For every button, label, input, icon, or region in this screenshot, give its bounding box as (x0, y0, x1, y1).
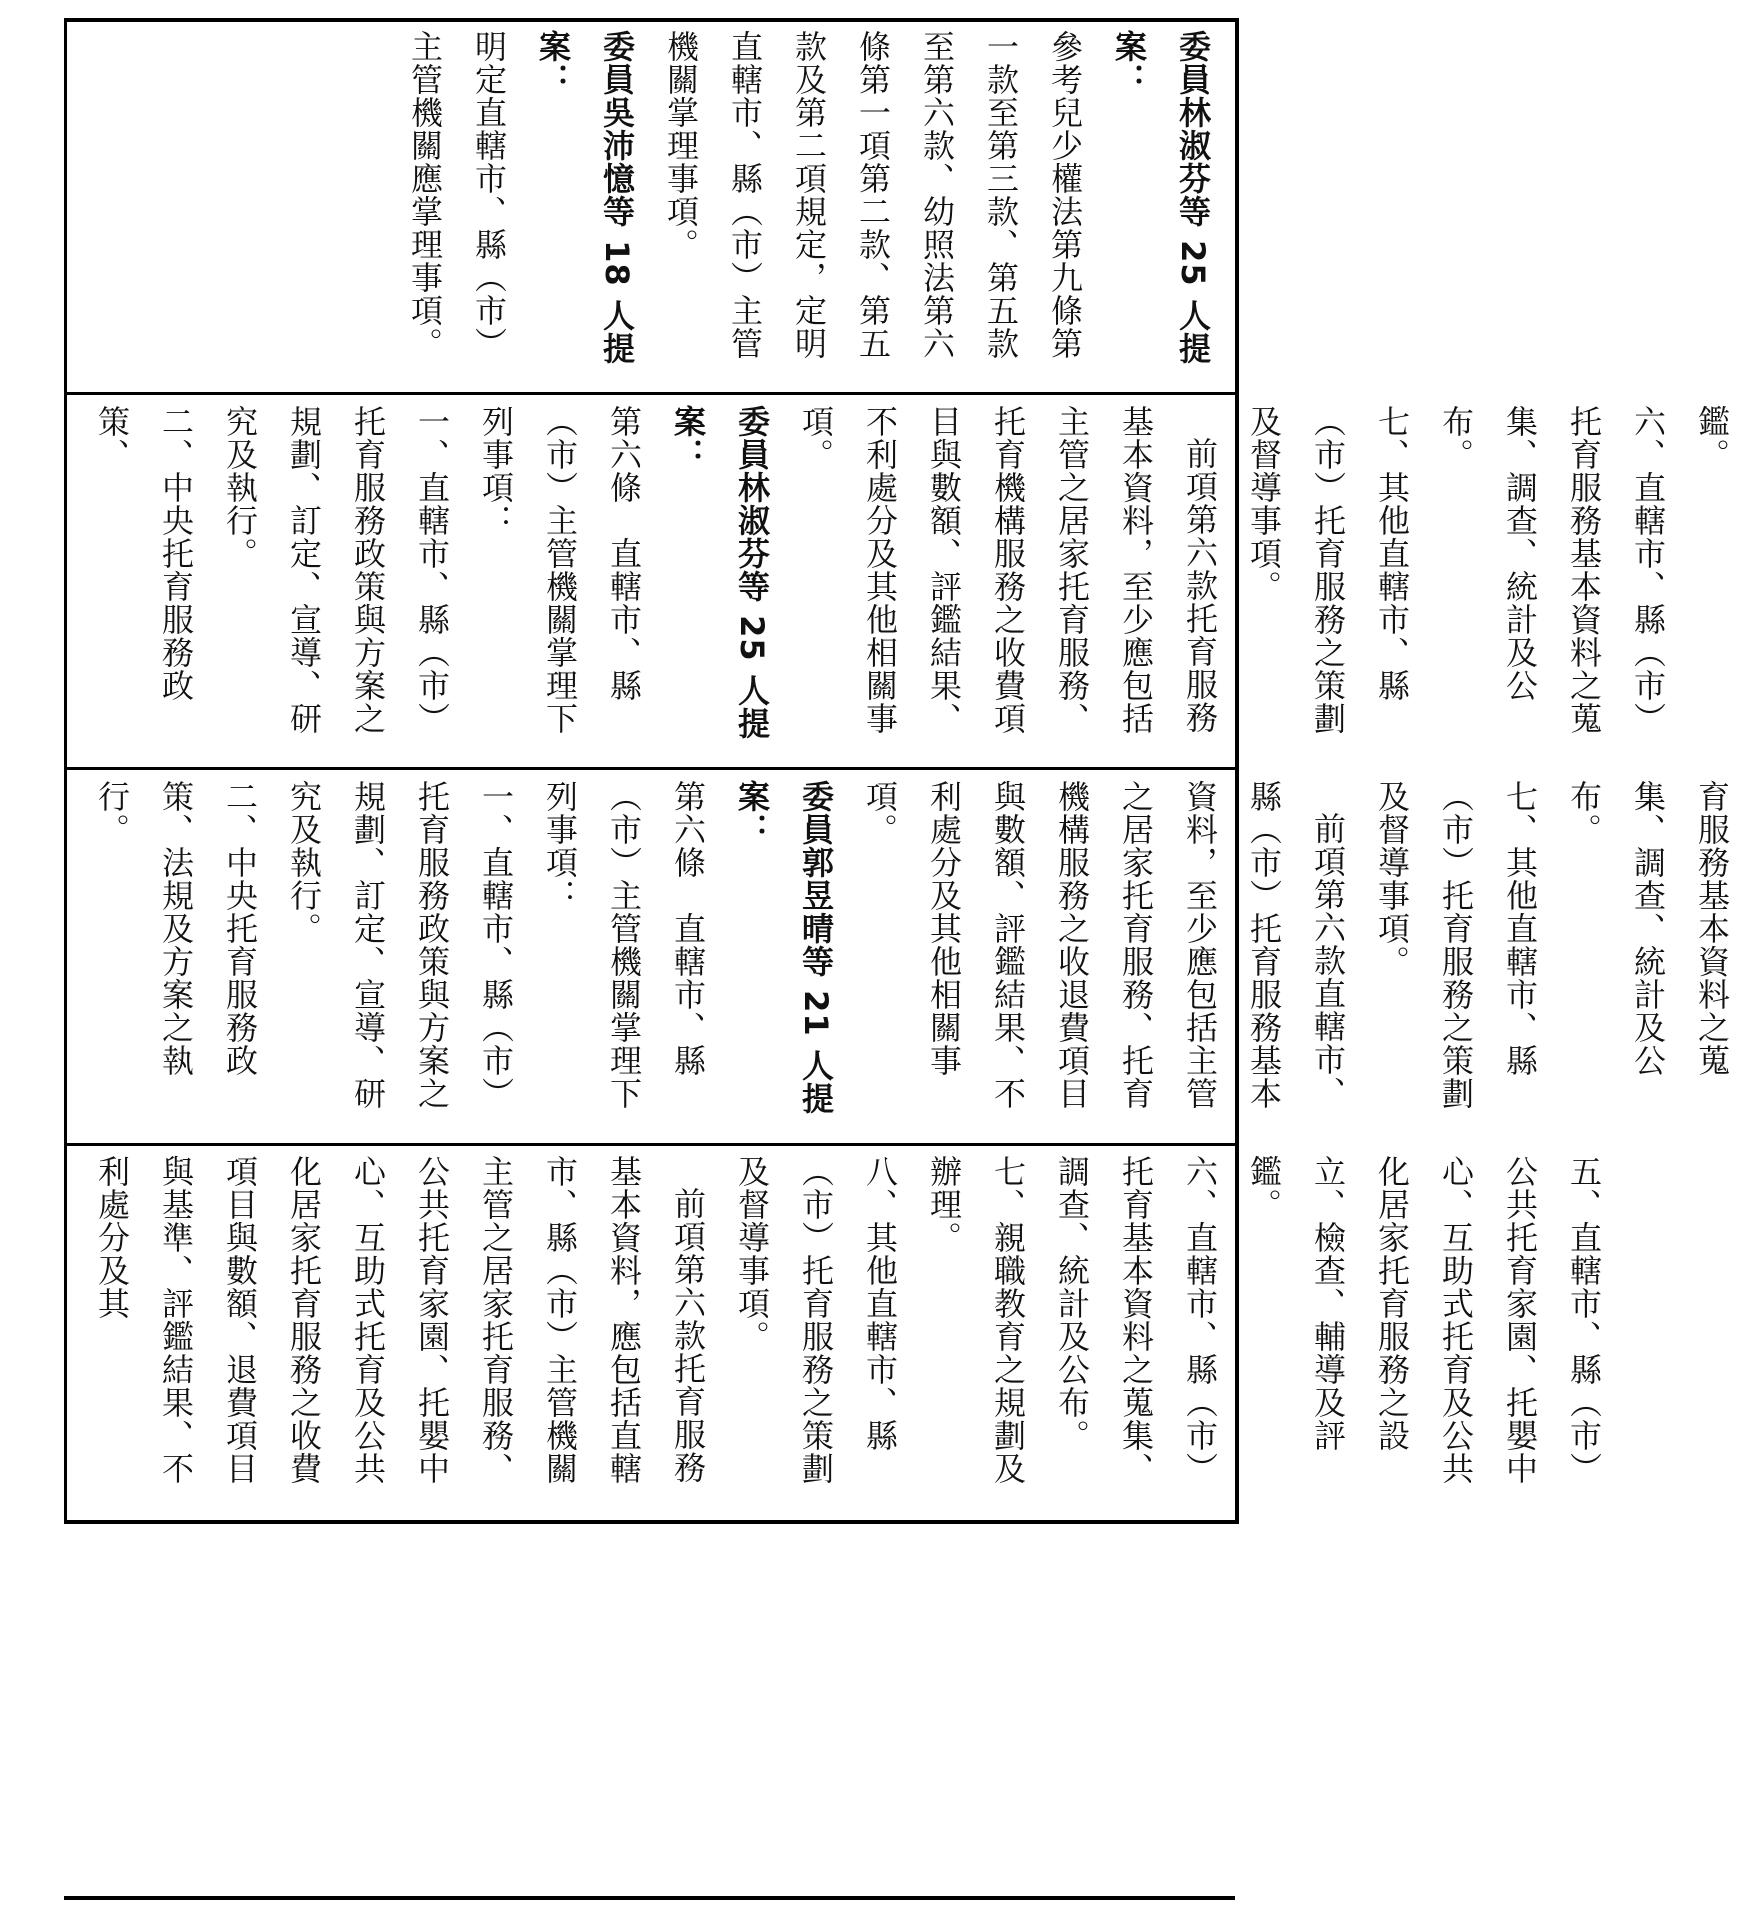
text-block-3 (80, 780, 1731, 1135)
text-line: 五、直轄市、縣（市）公共托育家園、托嬰中心、互助式托育及公共化居家托育服務之設立、檢查、輔導及評鑑。 (1245, 1155, 1603, 1485)
text-block-1 (80, 30, 1225, 385)
proposal-heading: 委員林淑芬等 25 人提案： (1110, 30, 1212, 365)
text-line: 一、直轄市、縣（市）托育服務政策與方案之規劃、訂定、宣導、研究及執行。 (221, 405, 451, 735)
bottom-rule (64, 1520, 1235, 1524)
top-rule (64, 18, 1235, 22)
text-line: 六、直轄市、縣（市）托育服務基本資料之蒐集、調查、統計及公布。 (1437, 405, 1667, 735)
text-line: 前項第六款托育服務基本資料，至少應包括主管之居家托育服務、托育機構服務之收費項目與數額、評鑑結果、不利處分及其他相關事項。 (797, 405, 1219, 735)
text-column (80, 780, 1744, 1135)
text-line: 前項第六款托育服務基本資料，應包括直轄市、縣（市）主管機關主管之居家托育服務、公共托育家園、托嬰中心、互助式托育及公共化居家托育服務之收費項目與數額、退費項目與基準、評鑑結果、不利處分及其 (93, 1155, 707, 1485)
text-line: 七、其他直轄市、縣（市）托育服務之策劃及督導事項。 (1373, 780, 1539, 1110)
proposal-heading: 委員林淑芬等 25 人提案： (669, 405, 771, 740)
text-line: 二、中央托育服務政策、法規及方案之執行。 (93, 780, 259, 1077)
text-line: 第六條 直轄市、縣（市）主管機關掌理下列事項： (541, 780, 707, 1110)
proposal-heading: 委員吳沛憶等 18 人提案： (534, 30, 636, 365)
text-block-4 (80, 1155, 1603, 1515)
text-column (393, 30, 1225, 385)
text-line: 第六條 直轄市、縣（市）主管機關掌理下列事項： (477, 405, 643, 735)
row-separator (64, 767, 1235, 770)
text-block-2 (80, 405, 1731, 760)
page-bottom-rule (64, 1896, 1235, 1900)
text-line: 六、直轄市、縣（市）托育基本資料之蒐集、調查、統計及公布。 (1053, 1155, 1219, 1485)
text-line: 鑑。 (1693, 405, 1731, 471)
text-column (80, 405, 1744, 760)
text-line: 七、親職教育之規劃及辦理。 (925, 1155, 1027, 1485)
text-line: 育服務基本資料之蒐集、調查、統計及公布。 (1565, 780, 1731, 1077)
proposal-heading: 委員郭昱晴等 21 人提案： (733, 780, 835, 1115)
row-separator (64, 1143, 1235, 1146)
text-line: 明定直轄市、縣（市）主管機關應掌理事項。 (406, 30, 508, 360)
text-column (80, 1155, 1616, 1515)
text-line: 七、其他直轄市、縣（市）托育服務之策劃及督導事項。 (1245, 405, 1411, 735)
text-line: 前項第六款直轄市、縣（市）托育服務基本資料，至少應包括主管之居家托育服務、托育機構服務之收退費項目與數額、評鑑結果、不利處分及其他相關事項。 (861, 780, 1347, 1110)
text-line: 參考兒少權法第九條第一款至第三款、第五款至第六款、幼照法第六條第一項第二款、第五款及第二項規定，定明直轄市、縣（市）主管機關掌理事項。 (662, 30, 1084, 360)
text-line: 一、直轄市、縣（市）托育服務政策與方案之規劃、訂定、宣導、研究及執行。 (285, 780, 515, 1110)
text-line: 二、中央托育服務政策、 (93, 405, 195, 702)
column-divider (64, 18, 67, 1524)
row-separator (64, 392, 1235, 395)
text-line: 八、其他直轄市、縣（市）托育服務之策劃及督導事項。 (733, 1155, 899, 1485)
